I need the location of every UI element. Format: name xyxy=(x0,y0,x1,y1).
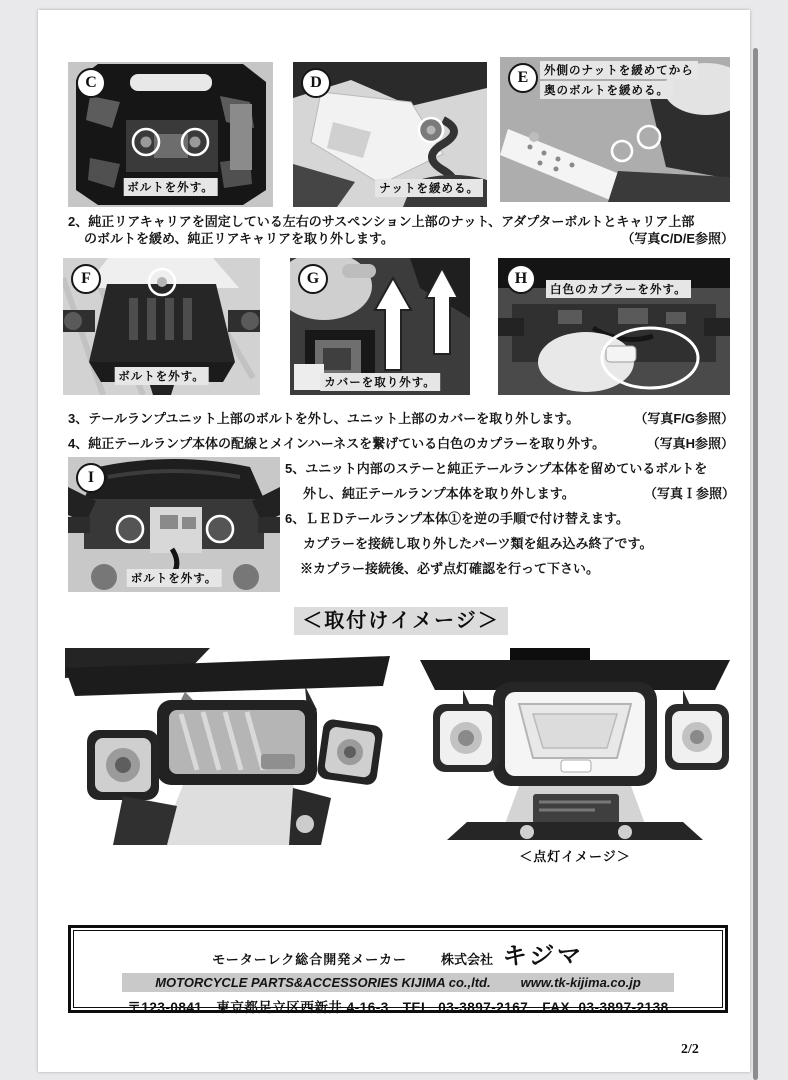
photo-lit-image xyxy=(415,648,735,840)
photo-c-caption: ボルトを外す。 xyxy=(123,178,218,196)
nut xyxy=(427,126,436,135)
photo-label-g: G xyxy=(298,264,328,294)
step-6-line1: 6、ＬＥＤテールランプ本体①を逆の手順で付け替えます。 xyxy=(285,511,629,526)
company-name-logo: キジマ xyxy=(501,943,585,970)
step-5-line1: 5、ユニット内部のステーと純正テールランプ本体を留めているボルトを xyxy=(285,461,708,476)
lit-image-caption: ＜点灯イメージ＞ xyxy=(519,849,631,864)
company-address: 〒123-0841 東京都足立区西新井 4-16-3 TEL. 03-3897-2167 FAX. 03-3897-2138 xyxy=(127,1000,669,1015)
step-3-photo-ref: （写真F/G参照） xyxy=(634,411,734,426)
steps-5-6 xyxy=(285,456,735,581)
photo-e-caption-line2: 奥のボルトを緩める。 xyxy=(540,81,673,99)
step-2 xyxy=(68,213,734,247)
photo-label-h: H xyxy=(506,264,536,294)
company-website: www.tk-kijima.co.jp xyxy=(520,975,641,990)
photo-label-i: I xyxy=(76,463,106,493)
step-5-photo-ref: （写真Ｉ参照） xyxy=(643,486,735,501)
footer-inner-border xyxy=(73,930,723,1015)
photo-f-caption: ボルトを外す。 xyxy=(114,367,209,385)
step-4-photo-ref: （写真H参照） xyxy=(646,436,734,451)
bolt xyxy=(157,277,167,287)
photo-g-caption: カバーを取り外す。 xyxy=(320,373,440,391)
footer-company-box xyxy=(68,925,728,1013)
step-5-line2: 外し、純正テールランプ本体を取り外します。 xyxy=(303,486,575,501)
photo-installed-image xyxy=(65,648,390,845)
photo-label-f: F xyxy=(71,264,101,294)
step-3-text: 3、テールランプユニット上部のボルトを外し、ユニット上部のカバーを取り外します。 xyxy=(68,411,580,426)
photo-e-caption-line1: 外側のナットを緩めてから xyxy=(540,61,698,79)
company-english-name: MOTORCYCLE PARTS&ACCESSORIES KIJIMA co.,ltd. xyxy=(155,975,491,990)
step-3 xyxy=(68,410,734,427)
step-2-line2: のボルトを緩め、純正リアキャリアを取り外します。 xyxy=(84,231,394,246)
photo-g xyxy=(290,258,470,395)
photo-lit xyxy=(415,648,735,840)
photo-label-d: D xyxy=(301,68,331,98)
scrollbar-thumb[interactable] xyxy=(753,48,758,1080)
photo-c xyxy=(68,62,273,207)
maker-tagline: モーターレク総合開発メーカー xyxy=(212,952,407,967)
step-6-line3: ※カプラー接続後、必ず点灯確認を行って下さい。 xyxy=(300,561,600,576)
photo-h xyxy=(498,258,730,395)
company-prefix: 株式会社 xyxy=(440,952,493,967)
photo-label-e: E xyxy=(508,63,538,93)
step-4 xyxy=(68,435,734,452)
bolt xyxy=(141,137,152,148)
photo-d xyxy=(293,62,487,207)
step-6-line2: カプラーを接続し取り外したパーツ類を組み込み終了です。 xyxy=(303,536,653,551)
photo-h-caption: 白色のカプラーを外す。 xyxy=(546,280,691,298)
install-image-heading-text: ＜取付けイメージ＞ xyxy=(294,607,507,635)
step-2-line1: 2、純正リアキャリアを固定している左右のサスペンション上部のナット、アダプターボルトとキャリア上部 xyxy=(68,214,695,229)
document-page xyxy=(38,10,750,1072)
photo-e xyxy=(500,57,730,202)
photo-label-c: C xyxy=(76,68,106,98)
photo-d-caption: ナットを緩める。 xyxy=(375,179,483,197)
bolt-highlight-circle xyxy=(207,516,233,542)
bolt-highlight-circle xyxy=(117,516,143,542)
photo-i xyxy=(68,457,280,592)
install-image-heading xyxy=(68,604,734,633)
step-4-text: 4、純正テールランプ本体の配線とメインハーネスを繋げている白色のカプラーを取り外す。 xyxy=(68,436,606,451)
step-2-photo-ref: （写真C/D/E参照） xyxy=(621,231,734,246)
bolt xyxy=(190,137,201,148)
photo-f xyxy=(63,258,260,395)
photo-installed xyxy=(65,648,390,845)
page-number: 2/2 xyxy=(681,1042,699,1057)
photo-i-caption: ボルトを外す。 xyxy=(127,569,222,587)
